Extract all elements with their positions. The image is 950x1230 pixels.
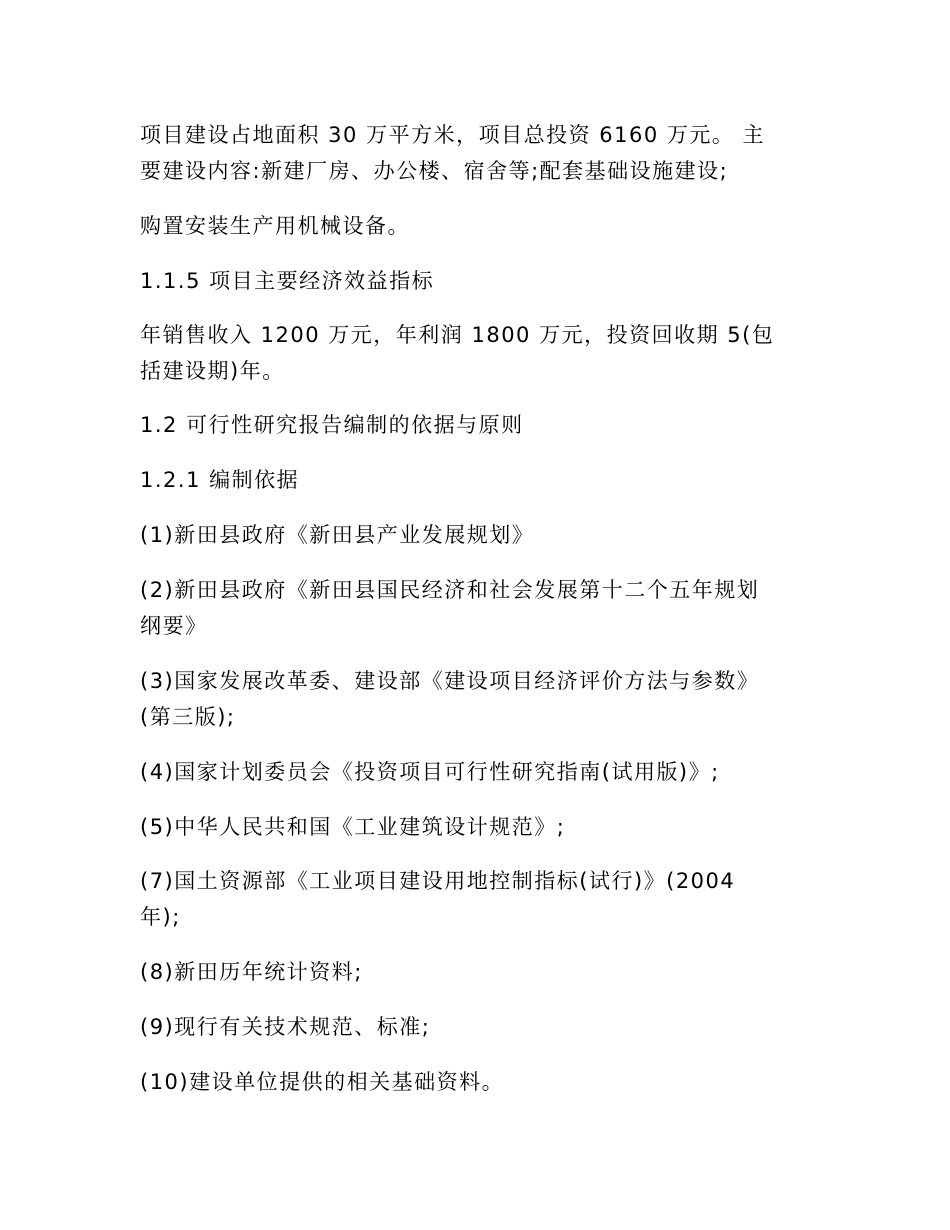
text-line: 项目建设占地面积 30 万平方米，项目总投资 6160 万元。 主	[140, 123, 766, 147]
list-item-basis-2	[140, 572, 820, 644]
list-item-basis-5	[140, 809, 820, 845]
list-item-basis-3	[140, 663, 820, 735]
list-item-basis-9	[140, 1009, 820, 1045]
text-line: 年销售收入 1200 万元，年利润 1800 万元，投资回收期 5(包	[140, 323, 775, 347]
text-line: (7)国土资源部《工业项目建设用地控制指标(试行)》(2004	[140, 869, 736, 893]
text-line: (9)现行有关技术规范、标准;	[140, 1015, 431, 1039]
section-heading: 1.2 可行性研究报告编制的依据与原则	[140, 413, 524, 437]
text-line: (4)国家计划委员会《投资项目可行性研究指南(试用版)》;	[140, 760, 720, 784]
heading-1-2-1	[140, 462, 820, 498]
list-item-basis-7	[140, 863, 820, 935]
text-line: (5)中华人民共和国《工业建筑设计规范》;	[140, 815, 566, 839]
text-line: (8)新田历年统计资料;	[140, 960, 363, 984]
heading-1-1-5	[140, 263, 820, 299]
text-line: (第三版);	[140, 705, 236, 729]
paragraph-equipment	[140, 208, 820, 244]
list-item-basis-4	[140, 754, 820, 790]
text-line: (1)新田县政府《新田县产业发展规划》	[140, 523, 535, 547]
text-line: 纲要》	[140, 614, 208, 638]
paragraph-economic-indicators	[140, 317, 820, 389]
section-heading: 1.1.5 项目主要经济效益指标	[140, 269, 435, 293]
text-line: (2)新田县政府《新田县国民经济和社会发展第十二个五年规划	[140, 578, 760, 602]
text-line: (3)国家发展改革委、建设部《建设项目经济评价方法与参数》	[140, 669, 760, 693]
list-item-basis-10	[140, 1064, 820, 1100]
text-line: 年);	[140, 905, 181, 929]
heading-1-2	[140, 407, 820, 443]
text-line: 购置安装生产用机械设备。	[140, 214, 410, 238]
text-line: 括建设期)年。	[140, 359, 285, 383]
list-item-basis-8	[140, 954, 820, 990]
text-line: 要建设内容:新建厂房、办公楼、宿舍等;配套基础设施建设;	[140, 159, 729, 183]
section-heading: 1.2.1 编制依据	[140, 468, 300, 492]
paragraph-project-scale	[140, 117, 820, 189]
text-line: (10)建设单位提供的相关基础资料。	[140, 1070, 505, 1094]
list-item-basis-1	[140, 517, 820, 553]
